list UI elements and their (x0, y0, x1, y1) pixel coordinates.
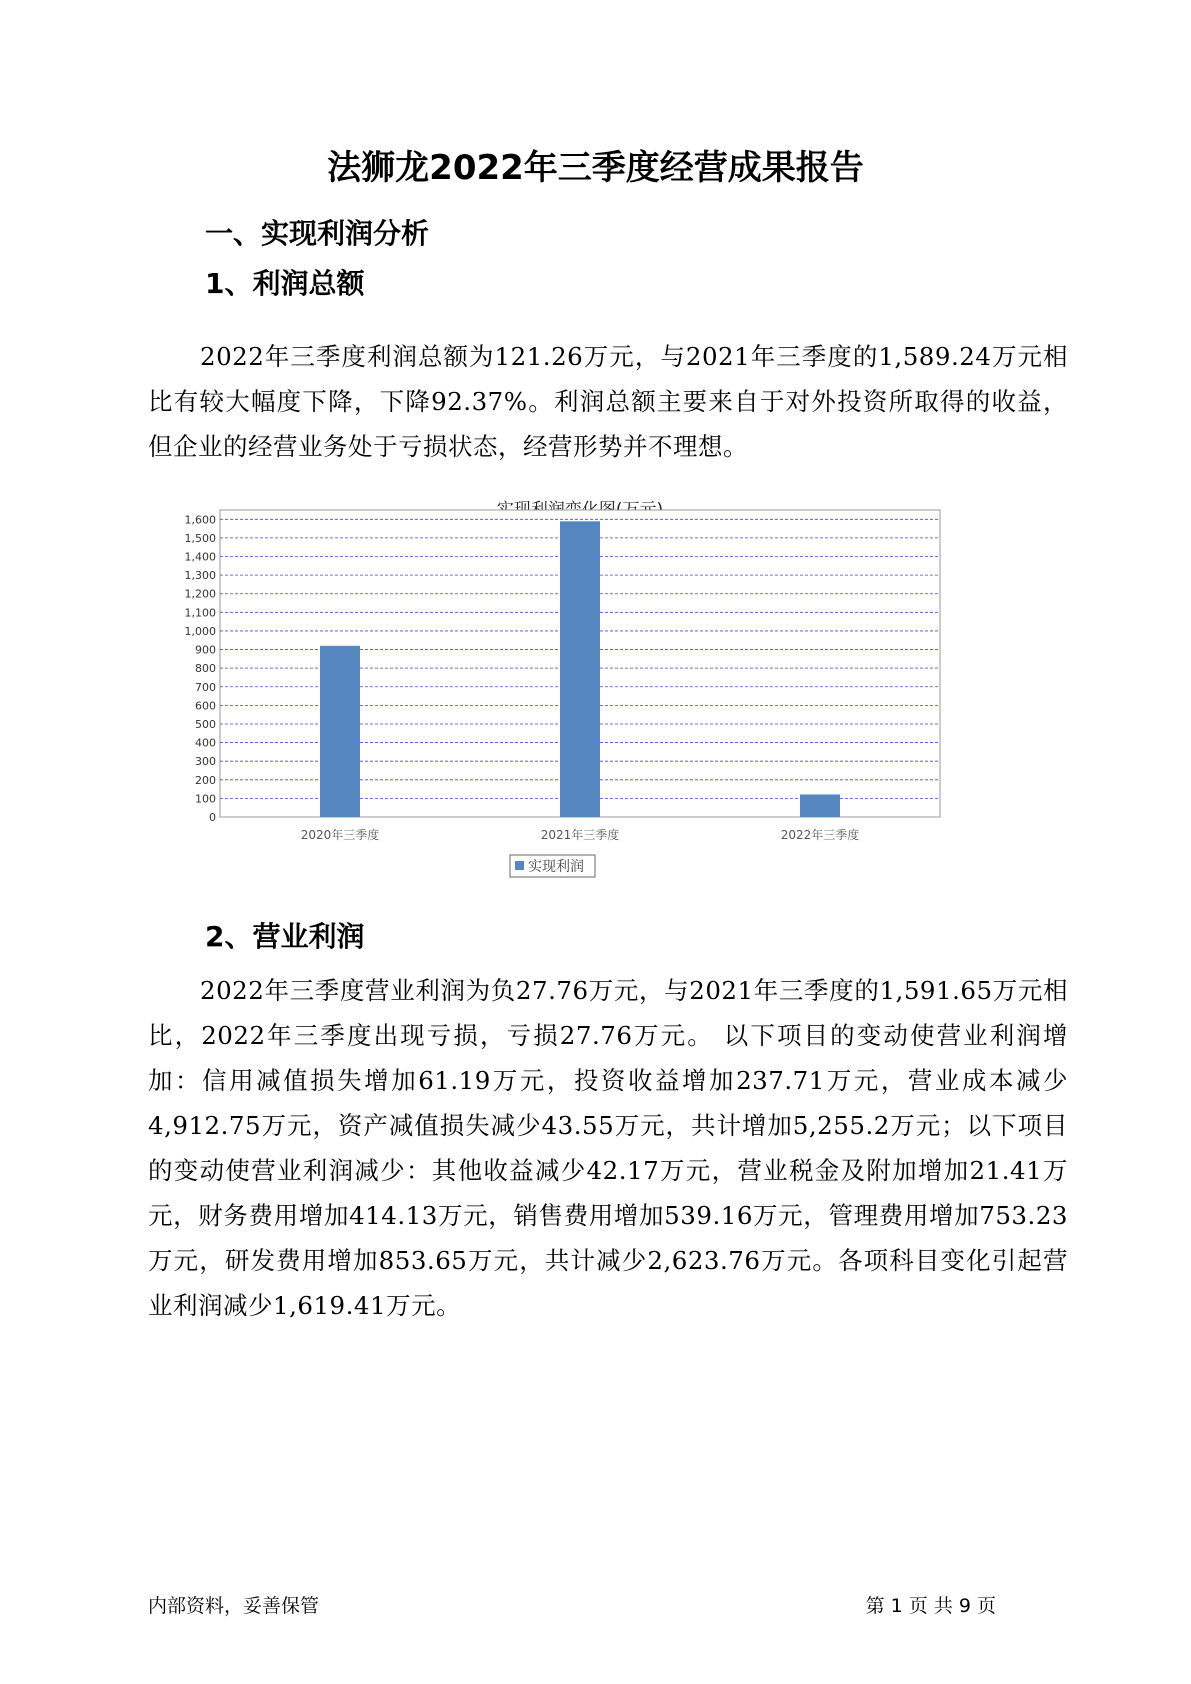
page-title: 法狮龙2022年三季度经营成果报告 (327, 148, 864, 188)
y-tick-label: 600 (195, 699, 216, 713)
y-tick-label: 1,200 (184, 587, 216, 601)
y-tick-label: 200 (195, 773, 216, 787)
y-tick-label: 1,400 (184, 550, 216, 564)
y-tick-label: 400 (195, 736, 216, 750)
y-tick-label: 700 (195, 680, 216, 694)
subheading-operating-profit: 2、营业利润 (205, 920, 365, 953)
bar-1 (320, 646, 360, 817)
x-tick-label: 2020年三季度 (300, 828, 380, 842)
y-tick-label: 800 (195, 662, 216, 676)
paragraph-operating-profit: 2022年三季度营业利润为负27.76万元，与2021年三季度的1,591.65万元相比，2022年三季度出现亏损，亏损27.76万元。 以下项目的变动使营业利润增加：信用减值损失增加61.19万元，投资收益增加237.71万元，营业成本减少4,912.75万元，资产减值损失减少43.55万元，共计增加5,255.2万元；以下项目的变动使营业利润减少：其他收益减少42.17万元，营业税金及附加增加21.41万元，财务费用增加414.13万元，销售费用增加539.16万元，管理费用增加753.23万元，研发费用增加853.65万元，共计减少2,623.76万元。各项科目变化引起营业利润减少1,619.41万元。 (148, 976, 1068, 1320)
y-tick-label: 300 (195, 755, 216, 769)
legend-label: 实现利润 (528, 859, 584, 875)
y-tick-label: 1,500 (184, 531, 216, 545)
y-tick-label: 1,300 (184, 569, 216, 583)
footer-page-number: 第 1 页 共 9 页 (865, 1595, 996, 1617)
bar-3 (800, 794, 840, 817)
x-tick-label: 2021年三季度 (540, 828, 620, 842)
y-tick-label: 500 (195, 717, 216, 731)
y-tick-label: 1,000 (184, 624, 216, 638)
y-tick-label: 0 (209, 811, 216, 824)
x-tick-label: 2022年三季度 (780, 828, 860, 842)
y-tick-label: 1,100 (184, 606, 216, 620)
y-tick-label: 900 (195, 643, 216, 657)
y-tick-label: 100 (195, 792, 216, 806)
footer-confidential-note: 内部资料，妥善保管 (148, 1595, 320, 1617)
paragraph-total-profit: 2022年三季度利润总额为121.26万元，与2021年三季度的1,589.24万元相比有较大幅度下降，下降92.37%。利润总额主要来自于对外投资所取得的收益，但企业的经营业务处于亏损状态，经营形势并不理想。 (148, 342, 1068, 461)
subheading-total-profit: 1、利润总额 (205, 267, 365, 300)
chart-legend (510, 855, 595, 877)
legend-swatch (515, 861, 524, 870)
bar-2 (560, 521, 600, 817)
section-heading-profit-analysis: 一、实现利润分析 (205, 217, 430, 250)
y-tick-label: 1,600 (184, 513, 216, 527)
profit-bar-chart (150, 495, 1030, 895)
